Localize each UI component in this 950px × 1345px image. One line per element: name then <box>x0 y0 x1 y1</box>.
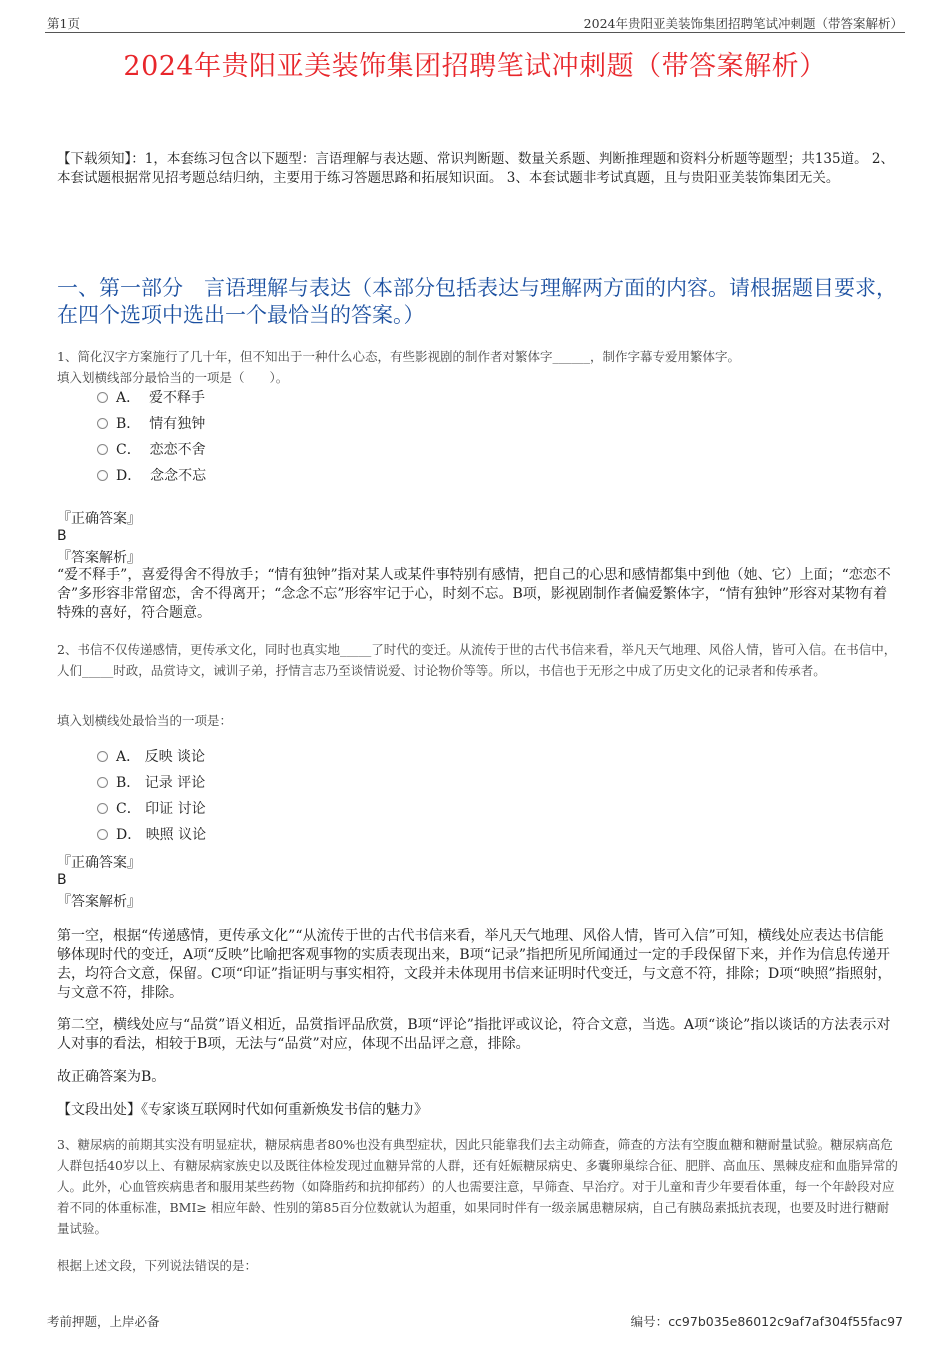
option-text: 印证 讨论 <box>145 801 206 817</box>
q2-option-d[interactable] <box>97 825 206 845</box>
q2-answer-label: 『正确答案』 <box>57 855 141 871</box>
document-code <box>631 1312 903 1330</box>
q2-option-b[interactable] <box>97 773 205 793</box>
q2-source: 【文段出处】《专家谈互联网时代如何重新焕发书信的魅力》 <box>57 1102 428 1118</box>
page-number: 第1页 <box>47 16 80 31</box>
q2-analysis-label: 『答案解析』 <box>57 894 141 910</box>
option-text: 情有独钟 <box>149 416 206 432</box>
q2-answer: B <box>57 872 67 888</box>
q2-analysis-p1: 第一空，根据“传递感情，更传承文化”“从流传于世的古代书信来看，举凡天气地理、风俗人情，皆可入信”可知，横线处应表达书信能够体现时代的变迁，A项“反映”比喻把客观事物的实质表现出来，B项“记录”指把所见所闻通过一定的手段保留下来，并作为信息传递开去，均符合文意，保留。C项“印证”指证明与事实相符，文段并未体现用书信来证明时代变迁，与文意不符，排除；D项“映照”指照射，与文意不符，排除。 <box>57 928 892 1001</box>
option-text: 恋恋不舍 <box>149 442 206 458</box>
q1-answer-label: 『正确答案』 <box>57 511 141 527</box>
q1-analysis-label: 『答案解析』 <box>57 550 141 566</box>
option-letter: B． <box>116 775 141 791</box>
radio-icon[interactable] <box>97 803 108 814</box>
radio-icon[interactable] <box>97 470 108 481</box>
question-1-stem: 1、简化汉字方案施行了几十年，但不知出于一种什么心态，有些影视剧的制作者对繁体字______，制作字幕专爱用繁体字。 <box>57 349 740 364</box>
radio-icon[interactable] <box>97 392 108 403</box>
question-2-stem: 2、书信不仅传递感情，更传承文化，同时也真实地_____了时代的变迁。从流传于世的古代书信来看，举凡天气地理、风俗人情，皆可入信。在书信中，人们_____时政，品赏诗文，诫训子弟，抒情言志乃至谈情说爱、讨论物价等等。所以，书信也于无形之中成了历史文化的记录者和传承者。 <box>57 642 897 678</box>
option-letter: C． <box>116 442 141 458</box>
header-divider <box>45 32 905 33</box>
q1-option-a[interactable] <box>97 388 205 408</box>
q2-analysis-p2: 第二空，横线处应与“品赏”语义相近，品赏指评品欣赏，B项“评论”指批评或议论，符合文意，当选。A项“谈论”指以谈话的方法表示对人对事的看法，相较于B项，无法与“品赏”对应，体现不出品评之意，排除。 <box>57 1017 891 1052</box>
q1-option-b[interactable] <box>97 414 205 434</box>
option-letter: D． <box>116 468 142 484</box>
question-2-prompt: 填入划横线处最恰当的一项是： <box>57 713 233 728</box>
download-notice: 【下载须知】：1，本套练习包含以下题型：言语理解与表达题、常识判断题、数量关系题、判断推理题和资料分析题等题型；共135道。 2、本套试题根据常见招考题总结归纳，主要用于练习答题思路和拓展知识面。 3、本套试题非考试真题，且与贵阳亚美装饰集团无关。 <box>57 151 894 186</box>
question-3-stem: 3、糖尿病的前期其实没有明显症状，糖尿病患者80%也没有典型症状，因此只能靠我们去主动筛查，筛查的方法有空腹血糖和糖耐量试验。糖尿病高危人群包括40岁以上、有糖尿病家族史以及既往体检发现过血糖异常的人群，还有妊娠糖尿病史、多囊卵巢综合征、肥胖、高血压、黑棘皮症和血脂异常的人。此外，心血管疾病患者和服用某些药物（如降脂药和抗抑郁药）的人也需要注意，早筛查、早治疗。对于儿童和青少年要看体重，每一个年龄段对应着不同的体重标准，BMI≥ 相应年龄、性别的第85百分位数就认为超重，如果同时伴有一级亲属患糖尿病，自己有胰岛素抵抗表现，也要及时进行糖耐量试验。 <box>57 1137 898 1236</box>
q2-option-a[interactable] <box>97 747 205 767</box>
radio-icon[interactable] <box>97 777 108 788</box>
option-text: 记录 评论 <box>144 775 206 791</box>
code-value: cc97b035e86012c9af7af304f55fac97 <box>668 1314 903 1329</box>
code-label: 编号： <box>630 1314 669 1329</box>
radio-icon[interactable] <box>97 418 108 429</box>
question-1-prompt: 填入划横线部分最恰当的一项是（ ）。 <box>57 370 289 385</box>
option-letter: A． <box>116 390 141 406</box>
q2-option-c[interactable] <box>97 799 206 819</box>
option-text: 映照 议论 <box>145 827 207 843</box>
option-letter: C． <box>116 801 141 817</box>
question-3-prompt: 根据上述文段，下列说法错误的是： <box>57 1258 258 1273</box>
q1-answer: B <box>57 528 67 544</box>
option-text: 爱不释手 <box>149 390 206 406</box>
radio-icon[interactable] <box>97 751 108 762</box>
q1-analysis: “爱不释手”，喜爱得舍不得放手；“情有独钟”指对某人或某件事特别有感情，把自己的心思和感情都集中到他（她、它）上面；“恋恋不舍”多形容非常留恋，舍不得离开；“念念不忘”形容牢记于心，时刻不忘。B项，影视剧制作者偏爱繁体字，“情有独钟”形容对某物有着特殊的喜好，符合题意。 <box>57 567 891 621</box>
footer-slogan: 考前押题，上岸必备 <box>47 1314 160 1329</box>
option-text: 反映 谈论 <box>144 749 206 765</box>
option-letter: A． <box>116 749 141 765</box>
section-heading: 一、第一部分 言语理解与表达（本部分包括表达与理解两方面的内容。请根据题目要求，在四个选项中选出一个最恰当的答案。） <box>57 276 897 327</box>
option-text: 念念不忘 <box>150 468 207 484</box>
option-letter: D． <box>116 827 142 843</box>
radio-icon[interactable] <box>97 444 108 455</box>
radio-icon[interactable] <box>97 829 108 840</box>
q1-option-c[interactable] <box>97 440 206 460</box>
running-title: 2024年贵阳亚美装饰集团招聘笔试冲刺题（带答案解析） <box>583 16 903 31</box>
q2-conclusion: 故正确答案为B。 <box>57 1069 166 1085</box>
q1-option-d[interactable] <box>97 466 206 486</box>
document-title: 2024年贵阳亚美装饰集团招聘笔试冲刺题（带答案解析） <box>123 51 827 82</box>
option-letter: B． <box>116 416 141 432</box>
